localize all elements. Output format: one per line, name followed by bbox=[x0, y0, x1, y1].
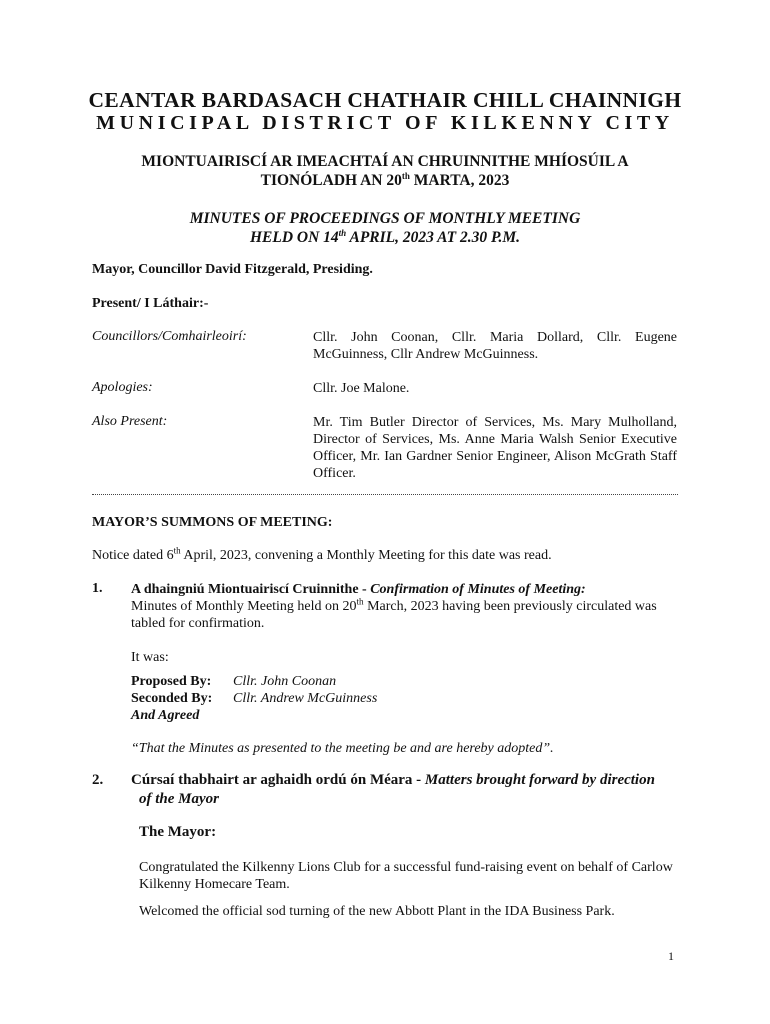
item2-title-english-line2: of the Mayor bbox=[139, 791, 219, 807]
mayor-para2: Welcomed the official sod turning of the new Abbott Plant in the IDA Business Park. bbox=[139, 904, 615, 919]
irish-heading-line1: MIONTUAIRISCÍ AR IMEACHTAÍ AN CHRUINNITHE MHÍOSÚIL A bbox=[141, 153, 629, 170]
item1-body-sup: th bbox=[356, 596, 364, 607]
english-heading-date-post: APRIL, 2023 AT 2.30 P.M. bbox=[346, 229, 521, 246]
irish-heading-date-sup: th bbox=[401, 170, 410, 181]
seconded-by-label: Seconded By: bbox=[131, 691, 213, 706]
english-heading-line2 bbox=[0, 228, 770, 247]
also-present-label: Also Present: bbox=[92, 414, 168, 429]
summons-text bbox=[92, 547, 552, 564]
present-label: Present/ I Láthair:- bbox=[92, 296, 209, 311]
item1-number: 1. bbox=[92, 581, 103, 596]
irish-heading-date-post: MARTA, 2023 bbox=[409, 172, 510, 189]
item2-number: 2. bbox=[92, 772, 104, 788]
summons-text-post: April, 2023, convening a Monthly Meeting for this date was read. bbox=[180, 548, 552, 563]
item2-title-irish: Cúrsaí thabhairt ar aghaidh ordú ón Méara - bbox=[131, 772, 425, 788]
presiding-line: Mayor, Councillor David Fitzgerald, Presiding. bbox=[92, 262, 373, 277]
english-minutes-heading bbox=[0, 209, 770, 247]
item1-title-irish: A dhaingniú Miontuairiscí Cruinnithe - bbox=[131, 582, 371, 597]
and-agreed-label: And Agreed bbox=[131, 708, 200, 723]
item1-body bbox=[131, 598, 691, 632]
english-heading-date-sup: th bbox=[338, 227, 347, 238]
item2-title-line1 bbox=[131, 771, 721, 790]
item1-body-pre: Minutes of Monthly Meeting held on 20 bbox=[131, 599, 357, 614]
english-heading-line1: MINUTES OF PROCEEDINGS OF MONTHLY MEETING bbox=[189, 210, 581, 227]
page-number: 1 bbox=[668, 949, 674, 963]
seconded-by-value: Cllr. Andrew McGuinness bbox=[233, 691, 378, 706]
summons-text-pre: Notice dated 6 bbox=[92, 548, 174, 563]
section-divider bbox=[92, 494, 678, 495]
item1-resolution: “That the Minutes as presented to the meeting be and are hereby adopted”. bbox=[131, 741, 554, 756]
document-title-irish: CEANTAR BARDASACH CHATHAIR CHILL CHAINNIGH bbox=[88, 88, 682, 112]
also-present-value: Mr. Tim Butler Director of Services, Ms. Mary Mulholland, Director of Services, Ms. Anne Maria Walsh Senior Executive Officer, Mr. Ian Gardner Senior Engineer, Alison McGrath Staff Officer. bbox=[313, 415, 677, 481]
councillors-label: Councillors/Comhairleoirí: bbox=[92, 329, 247, 344]
apologies-label: Apologies: bbox=[92, 380, 153, 395]
mayor-subheading: The Mayor: bbox=[139, 824, 217, 840]
irish-heading-line2 bbox=[0, 171, 770, 190]
irish-minutes-heading bbox=[0, 152, 770, 190]
item2-title bbox=[131, 771, 721, 809]
item1-body-post: March, 2023 having been previously circulated was tabled for confirmation. bbox=[131, 599, 657, 631]
apologies-value: Cllr. Joe Malone. bbox=[313, 381, 410, 396]
item2-title-english: Matters brought forward by direction bbox=[424, 772, 655, 788]
english-heading-date-pre: HELD ON 14 bbox=[249, 229, 339, 246]
summons-heading: MAYOR’S SUMMONS OF MEETING: bbox=[92, 515, 333, 530]
item1-title bbox=[131, 581, 691, 598]
irish-heading-date-pre: TIONÓLADH AN 20 bbox=[260, 172, 402, 189]
it-was-label: It was: bbox=[131, 650, 169, 665]
item1-title-english: Confirmation of Minutes of Meeting: bbox=[370, 582, 586, 597]
mayor-para1: Congratulated the Kilkenny Lions Club for a successful fund-raising event on behalf of Carlow Kilkenny Homecare Team. bbox=[139, 860, 673, 892]
proposed-by-label: Proposed By: bbox=[131, 674, 212, 689]
proposed-by-value: Cllr. John Coonan bbox=[233, 674, 337, 689]
summons-text-sup: th bbox=[173, 545, 181, 556]
councillors-value: Cllr. John Coonan, Cllr. Maria Dollard, Cllr. Eugene McGuinness, Cllr Andrew McGuinness. bbox=[313, 330, 677, 362]
document-title-english: MUNICIPAL DISTRICT OF KILKENNY CITY bbox=[96, 112, 674, 134]
